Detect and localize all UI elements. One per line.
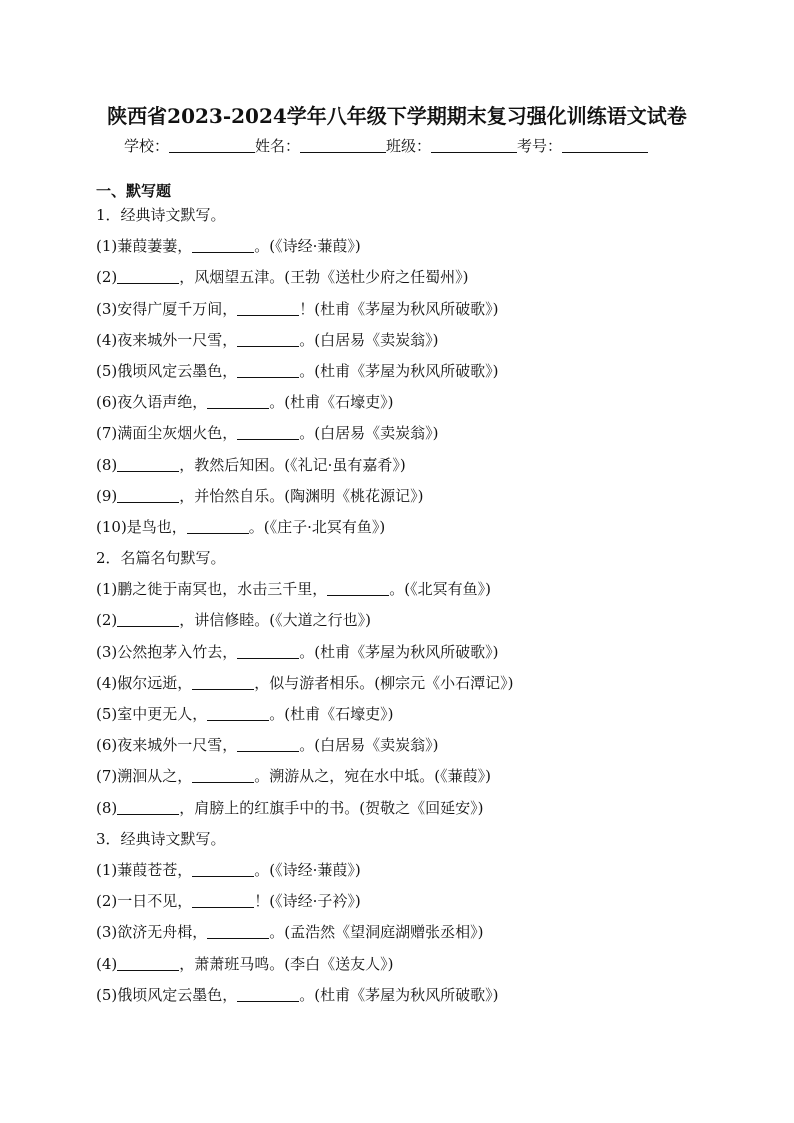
question-2-item-8: (8) ，肩膀上的红旗手中的书。(贺敬之《回延安》) [96, 798, 484, 817]
question-1-head: 1．经典诗文默写。 [96, 206, 226, 224]
question-1-item-9: (9) ，并怡然自乐。(陶渊明《桃花源记》) [96, 486, 424, 505]
question-2-item-6: (6)夜来城外一尺雪， 。(白居易《卖炭翁》) [96, 736, 439, 755]
question-1-item-2: (2) ，风烟望五津。(王勃《送杜少府之任蜀州》) [96, 268, 469, 287]
answer-blank[interactable] [192, 675, 254, 690]
question-3-item-4: (4) ，萧萧班马鸣。(李白《送友人》) [96, 954, 394, 973]
answer-blank[interactable] [237, 987, 299, 1002]
answer-blank[interactable] [237, 425, 299, 440]
name-label: 姓名： [255, 137, 301, 155]
answer-blank[interactable] [192, 893, 254, 908]
answer-blank[interactable] [192, 238, 254, 253]
answer-blank[interactable] [237, 332, 299, 347]
id-label: 考号： [517, 137, 563, 155]
exam-title: 陕西省2023-2024学年八年级下学期期末复习强化训练语文试卷 [107, 104, 687, 128]
question-2-item-2: (2) ，讲信修睦。(《大道之行也》) [96, 611, 371, 630]
answer-blank[interactable] [207, 924, 269, 939]
question-3-item-3: (3)欲济无舟楫， 。(孟浩然《望洞庭湖赠张丞相》) [96, 923, 484, 942]
question-1-item-1: (1)蒹葭萋萋， 。(《诗经·蒹葭》) [96, 237, 361, 256]
question-3-item-5: (5)俄顷风定云墨色， 。(杜甫《茅屋为秋风所破歌》) [96, 985, 499, 1004]
class-field [386, 136, 517, 156]
answer-blank[interactable] [117, 457, 179, 472]
question-1-item-3: (3)安得广厦千万间， ！(杜甫《茅屋为秋风所破歌》) [96, 299, 499, 318]
answer-blank[interactable] [237, 644, 299, 659]
class-label: 班级： [386, 137, 432, 155]
question-1-item-6: (6)夜久语声绝， 。(杜甫《石壕吏》) [96, 393, 394, 412]
id-blank[interactable] [562, 137, 648, 153]
answer-blank[interactable] [117, 612, 179, 627]
school-field [124, 136, 255, 156]
answer-blank[interactable] [117, 956, 179, 971]
school-label: 学校： [124, 137, 170, 155]
name-field [255, 136, 386, 156]
name-blank[interactable] [300, 137, 386, 153]
question-1-item-8: (8) ，教然后知困。(《礼记·虽有嘉肴》) [96, 455, 406, 474]
question-2-item-1: (1)鹏之徙于南冥也，水击三千里， 。(《北冥有鱼》) [96, 580, 491, 599]
question-1-item-4: (4)夜来城外一尺雪， 。(白居易《卖炭翁》) [96, 330, 439, 349]
answer-blank[interactable] [192, 768, 254, 783]
answer-blank[interactable] [327, 581, 389, 596]
question-2-item-3: (3)公然抱茅入竹去， 。(杜甫《茅屋为秋风所破歌》) [96, 642, 499, 661]
answer-blank[interactable] [117, 800, 179, 815]
section-title: 一、默写题 [96, 182, 172, 200]
answer-blank[interactable] [117, 488, 179, 503]
question-3-item-2: (2)一日不见， ！(《诗经·子衿》) [96, 892, 361, 911]
answer-blank[interactable] [117, 269, 179, 284]
class-blank[interactable] [431, 137, 517, 153]
answer-blank[interactable] [192, 862, 254, 877]
answer-blank[interactable] [207, 706, 269, 721]
question-1-item-5: (5)俄顷风定云墨色， 。(杜甫《茅屋为秋风所破歌》) [96, 361, 499, 380]
question-2-item-5: (5)室中更无人， 。(杜甫《石壕吏》) [96, 705, 394, 723]
school-blank[interactable] [169, 137, 255, 153]
question-3-item-1: (1)蒹葭苍苍， 。(《诗经·蒹葭》) [96, 860, 361, 879]
id-field [517, 136, 648, 156]
answer-blank[interactable] [187, 519, 249, 534]
question-2-item-4: (4)俶尔远逝， ，似与游者相乐。(柳宗元《小石潭记》) [96, 673, 514, 692]
question-list [96, 205, 736, 1016]
answer-blank[interactable] [237, 737, 299, 752]
answer-blank[interactable] [207, 394, 269, 409]
question-1-item-7: (7)满面尘灰烟火色， 。(白居易《卖炭翁》) [96, 424, 439, 443]
question-3-head: 3．经典诗文默写。 [96, 829, 226, 848]
question-2-head: 2．名篇名句默写。 [96, 549, 226, 568]
question-1-item-10: (10)是鸟也， 。(《庄子·北冥有鱼》) [96, 517, 386, 536]
student-info-row [124, 136, 684, 156]
answer-blank[interactable] [237, 301, 299, 316]
answer-blank[interactable] [237, 363, 299, 378]
question-2-item-7: (7)溯洄从之， 。溯游从之，宛在水中坻。(《蒹葭》) [96, 767, 491, 786]
